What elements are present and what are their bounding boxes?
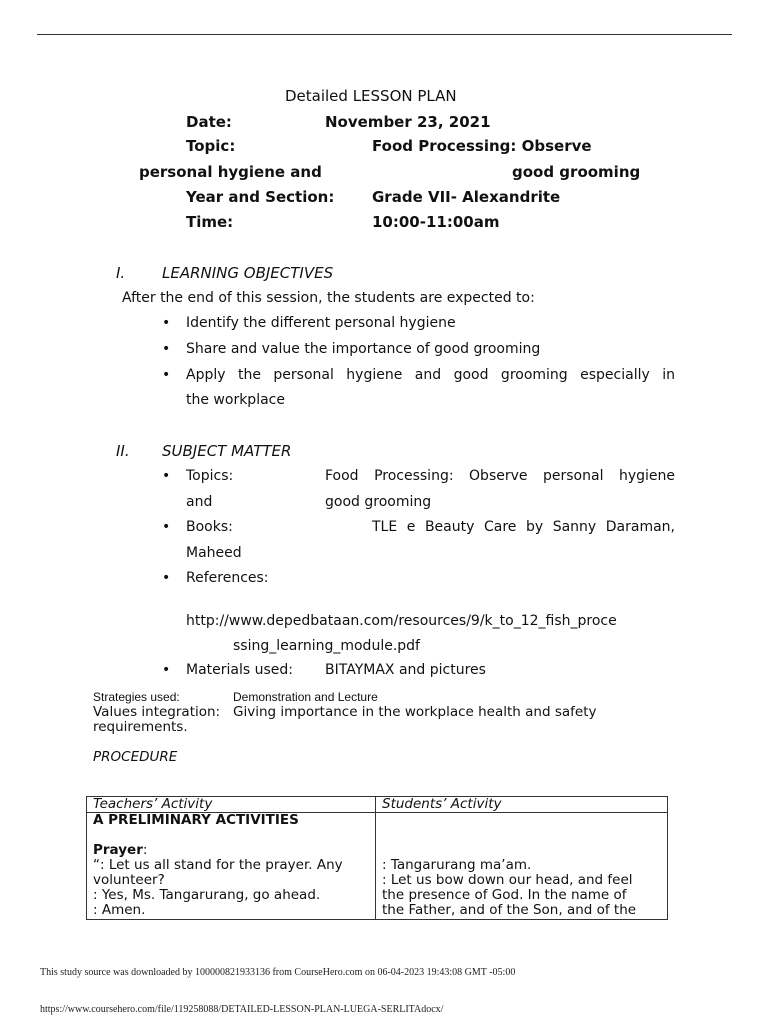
student-line: : Tangarurang ma’am. — [382, 857, 532, 873]
document-title: Detailed LESSON PLAN — [285, 87, 457, 105]
teacher-line: volunteer? — [93, 872, 165, 888]
student-line: : Let us bow down our head, and feel — [382, 872, 633, 888]
teacher-line: : Yes, Ms. Tangarurang, go ahead. — [93, 887, 321, 903]
teacher-activity-cell — [87, 813, 376, 920]
references-label: References: — [186, 570, 269, 586]
student-line: the Father, and of the Son, and of the — [382, 902, 637, 918]
topic-label: Topic: — [186, 137, 236, 155]
topics-value: Food Processing: Observe personal hygiene — [325, 468, 675, 484]
objective-item: Identify the different personal hygiene — [186, 315, 456, 331]
objective-item-cont: the workplace — [186, 392, 285, 408]
strategies-value: Demonstration and Lecture — [233, 690, 378, 704]
time-value: 10:00-11:00am — [372, 213, 500, 231]
table-header-row — [87, 797, 668, 813]
bullet-icon: • — [162, 662, 171, 678]
procedure-title: PROCEDURE — [93, 749, 178, 765]
student-activity-cell — [376, 813, 668, 920]
teacher-line: : Amen. — [93, 902, 146, 918]
values-value: Giving importance in the workplace health and safety — [233, 704, 597, 720]
materials-label: Materials used: — [186, 662, 294, 678]
objective-item: Apply the personal hygiene and good grooming especially in — [186, 367, 675, 383]
col-teacher-header: Teachers’ Activity — [87, 797, 376, 813]
prayer-label: Prayer — [93, 842, 143, 858]
prayer-colon: : — [142, 842, 148, 858]
teacher-line: “: Let us all stand for the prayer. Any — [93, 857, 343, 873]
books-label: Books: — [186, 519, 233, 535]
bullet-icon: • — [162, 315, 171, 331]
date-label: Date: — [186, 113, 232, 131]
table-row — [87, 813, 668, 920]
topics-cont-a: and — [186, 494, 213, 510]
student-line: the presence of God. In the name of — [382, 887, 627, 903]
objective-item: Share and value the importance of good grooming — [186, 341, 541, 357]
topics-cont-b: good grooming — [325, 494, 432, 510]
procedure-table — [86, 796, 668, 920]
topics-label: Topics: — [186, 468, 234, 484]
date-value: November 23, 2021 — [325, 113, 491, 131]
reference-url: http://www.depedbataan.com/resources/9/k_to_12_fish_proce — [186, 613, 617, 629]
section1-title: LEARNING OBJECTIVES — [162, 264, 334, 282]
section2-number: II. — [116, 442, 130, 460]
source-url[interactable]: https://www.coursehero.com/file/119258088/DETAILED-LESSON-PLAN-LUEGA-SERLITAdocx/ — [40, 1004, 444, 1015]
prayer-heading — [93, 843, 369, 858]
bullet-icon: • — [162, 519, 171, 535]
year-section-label: Year and Section: — [186, 188, 335, 206]
topic-value-cont-b: good grooming — [512, 163, 641, 181]
bullet-icon: • — [162, 341, 171, 357]
year-section-value: Grade VII- Alexandrite — [372, 188, 561, 206]
values-label: Values integration: — [93, 704, 221, 720]
bullet-icon: • — [162, 367, 171, 383]
topic-value: Food Processing: Observe — [372, 137, 592, 155]
bullet-icon: • — [162, 468, 171, 484]
download-note: This study source was downloaded by 100000821933136 from CourseHero.com on 06-04-2023 19:43:08 GMT -05:00 — [40, 967, 516, 978]
section2-title: SUBJECT MATTER — [162, 442, 292, 460]
top-rule — [37, 34, 732, 35]
bullet-icon: • — [162, 570, 171, 586]
col-student-header: Students’ Activity — [376, 797, 668, 813]
section1-intro: After the end of this session, the students are expected to: — [122, 290, 535, 306]
books-cont: Maheed — [186, 545, 242, 561]
strategies-label: Strategies used: — [93, 690, 180, 704]
materials-value: BITAYMAX and pictures — [325, 662, 486, 678]
reference-url-cont: ssing_learning_module.pdf — [233, 638, 420, 654]
time-label: Time: — [186, 213, 234, 231]
preliminary-heading: A PRELIMINARY ACTIVITIES — [93, 812, 299, 828]
section1-number: I. — [116, 264, 126, 282]
values-cont: requirements. — [93, 719, 188, 735]
books-value: TLE e Beauty Care by Sanny Daraman, — [372, 519, 675, 535]
topic-value-cont-a: personal hygiene and — [139, 163, 322, 181]
